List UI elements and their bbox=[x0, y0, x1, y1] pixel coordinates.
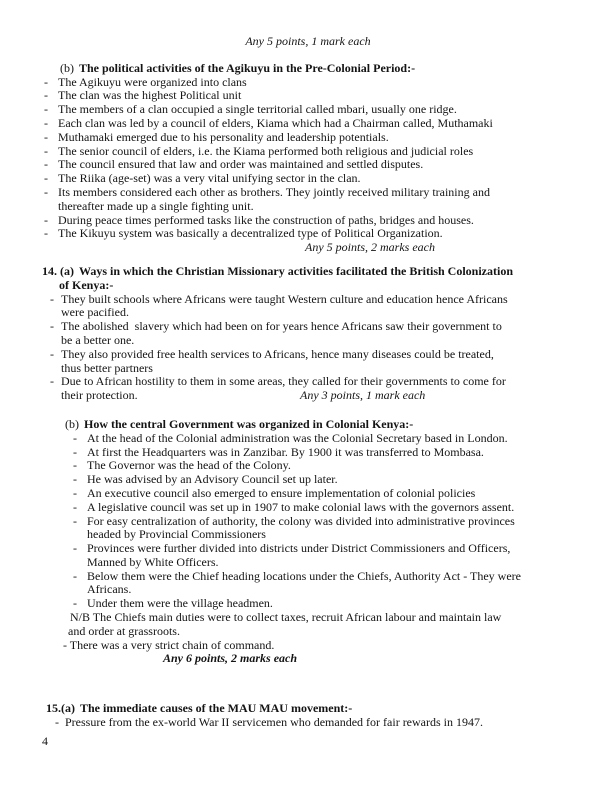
chain-of-command-line: - There was a very strict chain of command. bbox=[63, 637, 275, 652]
bullet-dash: - bbox=[44, 129, 48, 144]
marks-note: Any 6 points, 2 marks each bbox=[163, 651, 298, 666]
bullet-text: During peace times performed tasks like the construction of paths, bridges and houses. bbox=[58, 212, 474, 227]
bullet-text: thus better partners bbox=[61, 360, 153, 375]
bullet-item bbox=[42, 716, 574, 730]
bullet-item bbox=[42, 145, 574, 159]
bullet-dash: - bbox=[73, 541, 77, 556]
bullet-text: Manned by White Officers. bbox=[87, 554, 219, 569]
bullet-text: Muthamaki emerged due to his personality and leadership potentials. bbox=[58, 129, 389, 144]
bullet-continuation bbox=[42, 389, 574, 403]
section-title: How the central Government was organized in Colonial Kenya:- bbox=[84, 416, 414, 431]
section-15a-heading bbox=[46, 702, 574, 716]
bullet-dash: - bbox=[73, 568, 77, 583]
bullet-text: The Agikuyu were organized into clans bbox=[58, 74, 247, 89]
bullet-item bbox=[42, 459, 574, 473]
bullet-item bbox=[42, 446, 574, 460]
section-13b-heading bbox=[60, 62, 574, 76]
nb-note-line: N/B The Chiefs main duties were to collect taxes, recruit African labour and maintain law bbox=[70, 610, 502, 625]
bullet-text: At first the Headquarters was in Zanzibar. By 1900 it was transferred to Mombasa. bbox=[87, 444, 484, 459]
bullet-text: Each clan was led by a council of elders, Kiama which had a Chairman called, Muthamaki bbox=[58, 115, 493, 130]
bullet-item bbox=[42, 348, 574, 362]
bullet-continuation bbox=[42, 334, 574, 348]
section-13b bbox=[42, 62, 574, 255]
bullet-text: thereafter made up a single fighting unit. bbox=[58, 198, 254, 213]
bullet-continuation bbox=[42, 556, 574, 570]
bullet-continuation bbox=[42, 362, 574, 376]
bullet-dash: - bbox=[73, 485, 77, 500]
bullet-text: headed by Provincial Commissioners bbox=[87, 527, 266, 542]
marks-note-top: Any 5 points, 1 mark each bbox=[245, 34, 371, 48]
bullet-text: The senior council of elders, i.e. the Kiama performed both religious and judicial roles bbox=[58, 143, 474, 158]
bullet-item bbox=[42, 501, 574, 515]
bullet-dash: - bbox=[44, 226, 48, 241]
bullet-item bbox=[42, 89, 574, 103]
bullet-text: For easy centralization of authority, the colony was divided into administrative provinces bbox=[87, 513, 515, 528]
bullet-item bbox=[42, 172, 574, 186]
bullet-dash: - bbox=[73, 499, 77, 514]
bullet-text: They also provided free health services to Africans, hence many diseases could be treated, bbox=[61, 346, 494, 361]
bullet-text: Under them were the village headmen. bbox=[87, 596, 273, 611]
section-label: (b) bbox=[60, 60, 74, 75]
bullet-text: Pressure from the ex-world War II servicemen who demanded for fair rewards in 1947. bbox=[65, 715, 484, 730]
bullet-dash: - bbox=[55, 715, 59, 730]
bullet-item bbox=[42, 103, 574, 117]
bullet-dash: - bbox=[73, 596, 77, 611]
bullet-text: The Governor was the head of the Colony. bbox=[87, 458, 291, 473]
bullet-item bbox=[42, 375, 574, 389]
bullet-item bbox=[42, 432, 574, 446]
bullet-continuation bbox=[42, 306, 574, 320]
bullet-item bbox=[42, 186, 574, 200]
section-label: 15.(a) bbox=[46, 701, 75, 716]
bullet-item bbox=[42, 214, 574, 228]
section-label: (b) bbox=[65, 416, 79, 431]
bullet-text: The members of a clan occupied a single territorial called mbari, usually one ridge. bbox=[58, 102, 457, 117]
bullet-item bbox=[42, 570, 574, 584]
bullet-text: their protection. bbox=[61, 388, 138, 403]
bullet-dash: - bbox=[44, 74, 48, 89]
section-14b bbox=[42, 418, 574, 666]
bullet-text: were pacified. bbox=[61, 305, 129, 320]
nb-note-line: and order at grassroots. bbox=[68, 623, 180, 638]
bullet-item bbox=[42, 293, 574, 307]
section-14a bbox=[42, 265, 574, 403]
section-title: The political activities of the Agikuyu in the Pre-Colonial Period:- bbox=[79, 60, 416, 75]
bullet-dash: - bbox=[44, 184, 48, 199]
bullet-text: Its members considered each other as brothers. They jointly received military training and bbox=[58, 184, 490, 199]
bullet-dash: - bbox=[73, 444, 77, 459]
bullet-continuation bbox=[42, 528, 574, 542]
bullet-text: An executive council also emerged to ensure implementation of colonial policies bbox=[87, 485, 476, 500]
section-15a bbox=[42, 702, 574, 730]
bullet-text: be a better one. bbox=[61, 332, 135, 347]
bullet-text: They built schools where Africans were taught Western culture and education hence Africans bbox=[61, 291, 508, 306]
bullet-dash: - bbox=[44, 157, 48, 172]
bullet-item bbox=[42, 320, 574, 334]
page-number: 4 bbox=[42, 733, 48, 748]
bullet-item bbox=[42, 158, 574, 172]
section-title-continuation: of Kenya:- bbox=[59, 277, 114, 292]
bullet-item bbox=[42, 117, 574, 131]
bullet-item bbox=[42, 487, 574, 501]
bullet-item bbox=[42, 76, 574, 90]
bullet-text: The abolished slavery which had been on for years hence Africans saw their government to bbox=[61, 319, 502, 334]
bullet-dash: - bbox=[73, 430, 77, 445]
bullet-text: The council ensured that law and order was maintained and settled disputes. bbox=[58, 157, 424, 172]
section-label: 14. (a) bbox=[42, 263, 74, 278]
bullet-text: Due to African hostility to them in some areas, they called for their governments to come for bbox=[61, 374, 506, 389]
bullet-item bbox=[42, 542, 574, 556]
bullet-text: Africans. bbox=[87, 582, 132, 597]
bullet-dash: - bbox=[44, 88, 48, 103]
bullet-dash: - bbox=[44, 171, 48, 186]
bullet-item bbox=[42, 473, 574, 487]
bullet-item bbox=[42, 227, 574, 241]
section-title: Ways in which the Christian Missionary activities facilitated the British Colonization bbox=[79, 263, 513, 278]
section-14b-heading bbox=[65, 418, 574, 432]
bullet-continuation bbox=[42, 200, 574, 214]
bullet-text: Below them were the Chief heading locations under the Chiefs, Authority Act - They were bbox=[87, 568, 521, 583]
bullet-dash: - bbox=[50, 374, 54, 389]
bullet-item bbox=[42, 131, 574, 145]
bullet-text: The Riika (age-set) was a very vital unifying sector in the clan. bbox=[58, 171, 361, 186]
bullet-dash: - bbox=[44, 143, 48, 158]
bullet-text: The clan was the highest Political unit bbox=[58, 88, 242, 103]
bullet-item bbox=[42, 597, 574, 611]
bullet-text: He was advised by an Advisory Council set up later. bbox=[87, 472, 338, 487]
marks-note: Any 5 points, 2 marks each bbox=[305, 240, 435, 255]
bullet-dash: - bbox=[73, 472, 77, 487]
bullet-dash: - bbox=[50, 291, 54, 306]
bullet-text: At the head of the Colonial administration was the Colonial Secretary based in London. bbox=[87, 430, 508, 445]
marks-note: Any 3 points, 1 mark each bbox=[300, 388, 426, 403]
bullet-dash: - bbox=[44, 212, 48, 227]
bullet-dash: - bbox=[50, 346, 54, 361]
bullet-continuation bbox=[42, 583, 574, 597]
section-14a-heading bbox=[42, 265, 574, 279]
bullet-dash: - bbox=[73, 513, 77, 528]
bullet-dash: - bbox=[50, 319, 54, 334]
bullet-dash: - bbox=[73, 458, 77, 473]
section-title: The immediate causes of the MAU MAU movement:- bbox=[80, 701, 353, 716]
bullet-text: A legislative council was set up in 1907 to make colonial laws with the governors assent. bbox=[87, 499, 515, 514]
bullet-dash: - bbox=[44, 102, 48, 117]
bullet-text: The Kikuyu system was basically a decentralized type of Political Organization. bbox=[58, 226, 443, 241]
bullet-dash: - bbox=[44, 115, 48, 130]
bullet-text: Provinces were further divided into districts under District Commissioners and Officers, bbox=[87, 541, 511, 556]
bullet-item bbox=[42, 515, 574, 529]
